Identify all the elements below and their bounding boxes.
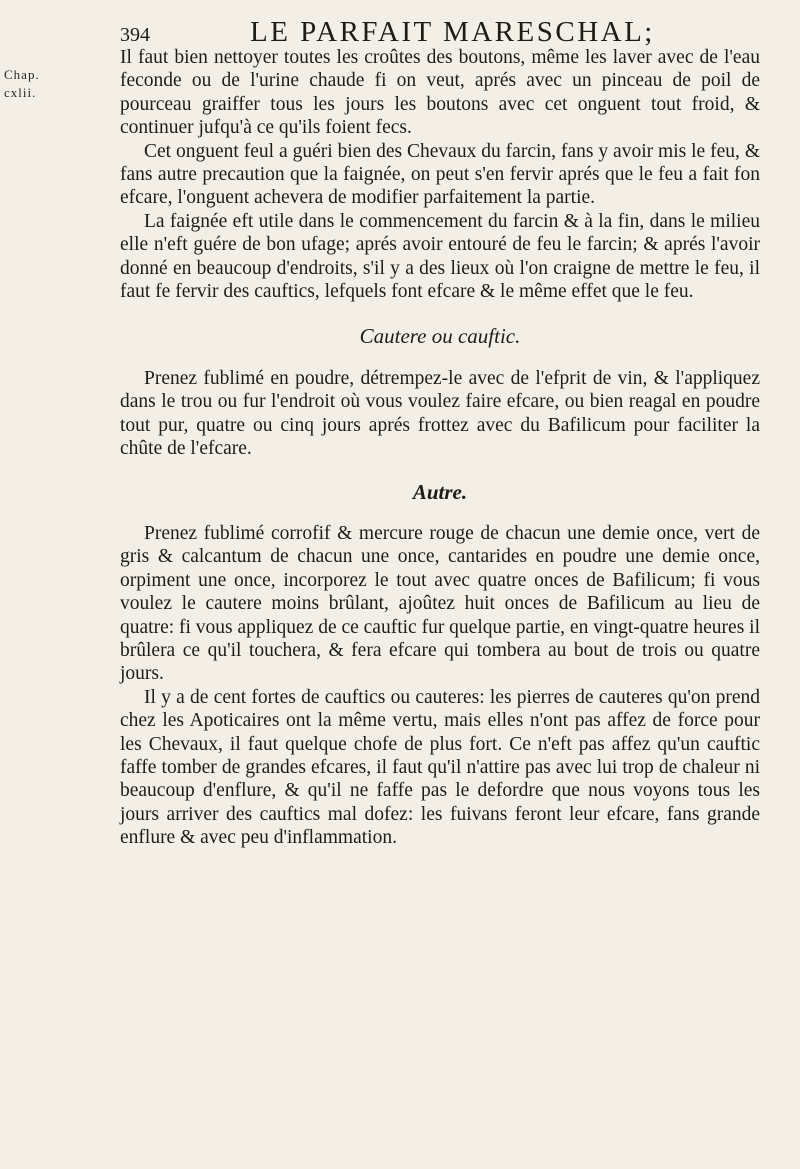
paragraph-5: Prenez fublimé corrofif & mercure rouge de chacun une demie once, vert de gris & calcantum de chacun une once, cantarides en poudre une demie once, orpiment une once, incorporez le tout avec quatre onces de Bafilicum; fi vous voulez le cautere moins brûlant, ajoûtez huit onces de Bafilicum au lieu de quatre: fi vous appliquez de ce cauftic fur quelque partie, en vingt-quatre heures il brûlera ce qu'il touchera, & fera efcare qui tombera au bout de trois ou quatre jours. bbox=[120, 522, 760, 685]
paragraph-4: Prenez fublimé en poudre, détrempez-le avec de l'efprit de vin, & l'appliquez dans le trou ou fur l'endroit où vous voulez faire efcare, ou bien reagal en poudre tout pur, quatre ou cinq jours aprés frottez avec du Bafilicum pour faciliter la chûte de l'efcare. bbox=[120, 367, 760, 460]
margin-chapter-label: Chap. bbox=[4, 67, 40, 82]
section-heading-autre: Autre. bbox=[412, 479, 468, 504]
section-heading-cautere: Cautere ou cauftic. bbox=[359, 324, 521, 349]
running-title: LE PARFAIT MARESCHAL; bbox=[250, 16, 655, 48]
paragraph-3: La faignée eft utile dans le commencement du farcin & à la fin, dans le milieu elle n'eft guére de bon ufage; aprés avoir entouré de feu le farcin; & aprés l'avoir donné en beaucoup d'endroits, s'il y a des lieux où l'on craigne de mettre le feu, il faut fe fervir des cauftics, lefquels font efcare & le même effet que le feu. bbox=[120, 210, 760, 303]
margin-chapter-number: cxlii. bbox=[4, 85, 37, 100]
paragraph-1: Il faut bien nettoyer toutes les croûtes des boutons, même les laver avec de l'eau feconde ou de l'urine chaude fi on veut, aprés avec un pinceau de poil de pourceau graiffer tous les jours les boutons avec cet onguent tout froid, & continuer jufqu'à ce qu'ils foient fecs. bbox=[120, 47, 760, 139]
paragraph-6: Il y a de cent fortes de cauftics ou cauteres: les pierres de cauteres qu'on prend chez les Apoticaires ont la même vertu, mais elles n'ont pas affez de force pour les Chevaux, il faut quelque chofe de plus fort. Ce n'eft pas affez qu'un cauftic faffe tomber de grandes efcares, il faut qu'il n'attire pas avec lui trop de chaleur ni beaucoup d'enflure, & qu'il ne faffe pas le defordre que nous voyons tous les jours arriver des cauftics mal dofez: les fuivans feront leur efcare, fans grande enflure & avec peu d'inflammation. bbox=[120, 686, 760, 849]
page-body bbox=[120, 46, 760, 850]
page-number: 394 bbox=[120, 24, 150, 46]
running-head bbox=[120, 14, 760, 50]
paragraph-2: Cet onguent feul a guéri bien des Chevaux du farcin, fans y avoir mis le feu, & fans autre precaution que la faignée, on peut s'en fervir aprés que le feu a fait fon efcare, l'onguent achevera de modifier parfaitement la partie. bbox=[120, 140, 760, 209]
chapter-margin-note bbox=[4, 66, 40, 102]
